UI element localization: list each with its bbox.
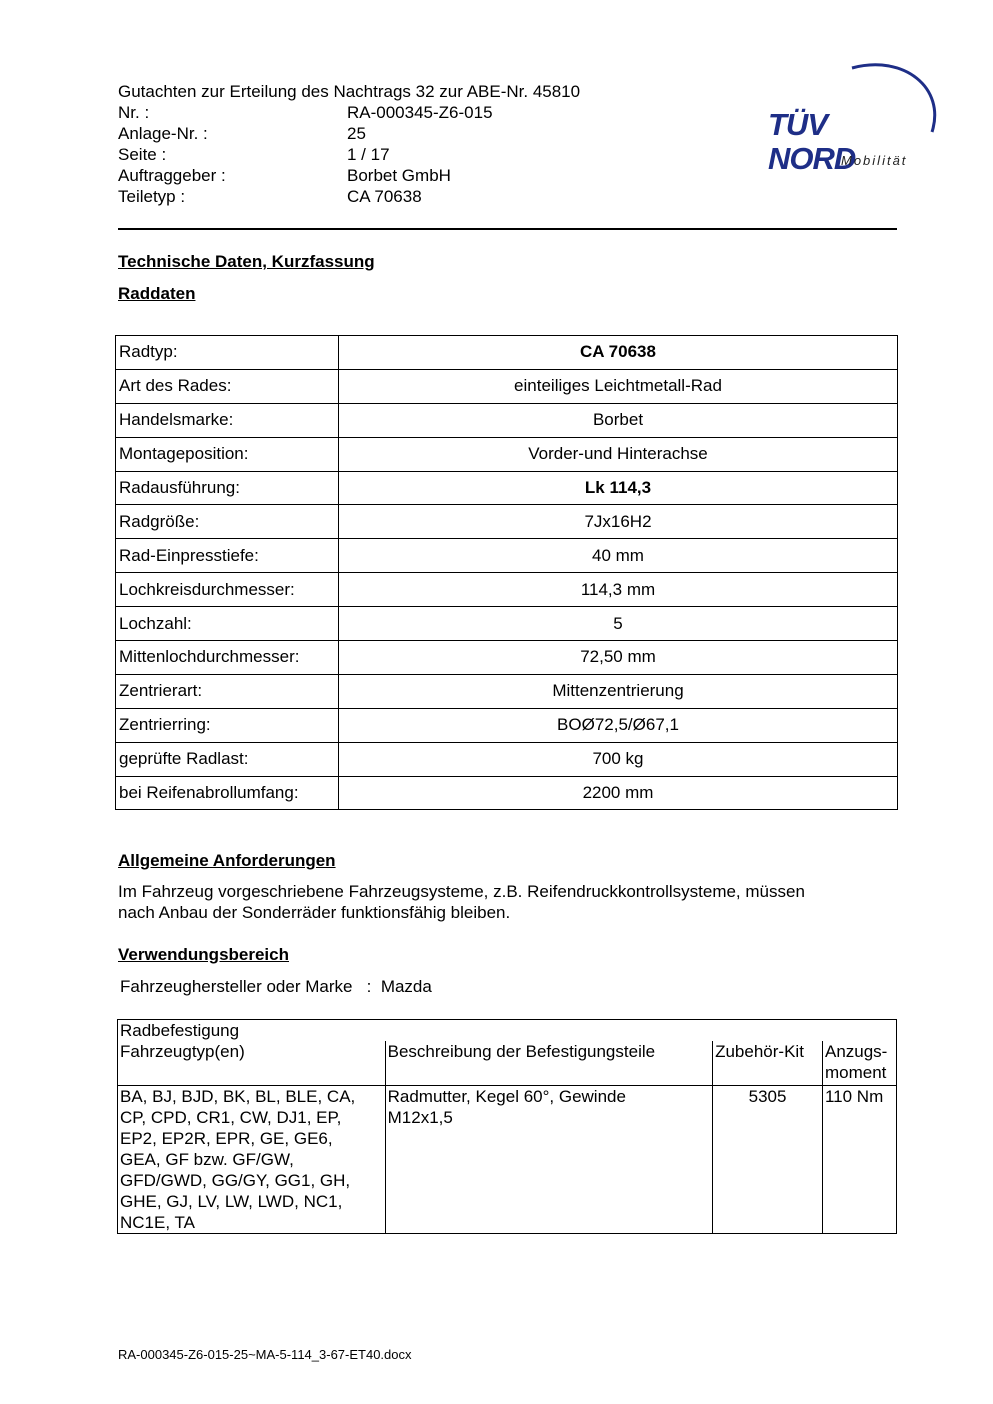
table-row	[116, 336, 898, 370]
header-label: Nr. :	[118, 103, 150, 122]
section-technical-heading: Technische Daten, Kurzfassung	[118, 252, 375, 271]
table-row	[116, 573, 898, 607]
header-label: Seite :	[118, 145, 167, 164]
table-row	[116, 403, 898, 437]
row-label: Radausführung:	[116, 471, 339, 505]
section-wheel-heading: Raddaten	[118, 284, 196, 303]
general-requirements-text	[118, 881, 898, 923]
maker-separator: :	[366, 977, 372, 996]
table-row	[116, 674, 898, 708]
header-row-auftraggeber	[118, 165, 638, 186]
row-label: Zentrierring:	[116, 708, 339, 742]
general-text-line: Im Fahrzeug vorgeschriebene Fahrzeugsysteme, z.B. Reifendruckkontrollsysteme, müssen	[118, 882, 805, 901]
row-label: Lochkreisdurchmesser:	[116, 573, 339, 607]
row-label: geprüfte Radlast:	[116, 742, 339, 776]
table-row	[116, 742, 898, 776]
header-value: Borbet GmbH	[347, 166, 451, 185]
description-line: M12x1,5	[387, 1108, 453, 1127]
row-label: Radgröße:	[116, 505, 339, 539]
header-torque-line: moment	[824, 1063, 887, 1082]
row-value: CA 70638	[339, 336, 898, 370]
description-line: Radmutter, Kegel 60°, Gewinde	[387, 1087, 626, 1106]
wheel-mounting-table	[117, 1019, 897, 1234]
row-value: 7Jx16H2	[339, 505, 898, 539]
row-label: Zentrierart:	[116, 674, 339, 708]
header-torque-line: Anzugs-	[824, 1042, 888, 1061]
header-label: Anlage-Nr. :	[118, 124, 208, 143]
maker-label: Fahrzeughersteller oder Marke	[120, 977, 353, 996]
row-value: 2200 mm	[339, 776, 898, 810]
table-row	[116, 641, 898, 675]
header-vehicle-types: Fahrzeugtyp(en)	[118, 1041, 386, 1086]
row-value: Vorder-und Hinterachse	[339, 437, 898, 471]
header-row-anlage	[118, 123, 638, 144]
row-value: Borbet	[339, 403, 898, 437]
row-value: Lk 114,3	[339, 471, 898, 505]
row-value: einteiliges Leichtmetall-Rad	[339, 369, 898, 403]
header-value: 1 / 17	[347, 145, 390, 164]
vehicle-maker-line	[120, 977, 432, 997]
header-divider	[118, 228, 897, 230]
header-label: Teiletyp :	[118, 187, 186, 206]
general-text-line: nach Anbau der Sonderräder funktionsfähig bleiben.	[118, 903, 511, 922]
vehicle-types-line: NC1E, TA	[120, 1213, 195, 1232]
maker-value: Mazda	[380, 977, 432, 996]
table-row	[116, 369, 898, 403]
vehicle-types-line: CP, CPD, CR1, CW, DJ1, EP,	[120, 1108, 342, 1127]
section-usage-heading: Verwendungsbereich	[118, 945, 289, 964]
row-value: BOØ72,5/Ø67,1	[339, 708, 898, 742]
header-value: CA 70638	[347, 187, 422, 206]
table-row	[116, 708, 898, 742]
cell-torque: 110 Nm	[822, 1086, 896, 1234]
row-value: 5	[339, 607, 898, 641]
header-value: RA-000345-Z6-015	[347, 103, 493, 122]
header-value: 25	[347, 124, 366, 143]
header-row-seite	[118, 144, 638, 165]
cell-description	[385, 1086, 712, 1234]
vehicle-types-line: GFD/GWD, GG/GY, GG1, GH,	[120, 1171, 351, 1190]
report-title: Gutachten zur Erteilung des Nachtrags 32 zur ABE-Nr. 45810	[118, 82, 581, 101]
header-torque	[822, 1041, 896, 1086]
logo-brand: TÜV NORD	[768, 107, 856, 176]
vehicle-types-line: BA, BJ, BJD, BK, BL, BLE, CA,	[120, 1087, 356, 1106]
table-row	[116, 505, 898, 539]
tuev-nord-logo	[764, 58, 944, 176]
logo-subtitle: Mobilität	[841, 153, 908, 168]
row-label: bei Reifenabrollumfang:	[116, 776, 339, 810]
cell-kit: 5305	[713, 1086, 823, 1234]
row-label: Mittenlochdurchmesser:	[116, 641, 339, 675]
cell-vehicle-types	[118, 1086, 386, 1234]
table-row	[118, 1086, 897, 1234]
row-label: Montageposition:	[116, 437, 339, 471]
mounting-caption: Radbefestigung	[118, 1020, 897, 1042]
row-value: 114,3 mm	[339, 573, 898, 607]
vehicle-types-line: EP2, EP2R, EPR, GE, GE6,	[120, 1129, 333, 1148]
header-row-nr	[118, 102, 638, 123]
vehicle-types-line: GHE, GJ, LV, LW, LWD, NC1,	[120, 1192, 343, 1211]
table-row	[116, 776, 898, 810]
row-label: Handelsmarke:	[116, 403, 339, 437]
header-description: Beschreibung der Befestigungsteile	[385, 1041, 712, 1086]
header-label: Auftraggeber :	[118, 166, 226, 185]
row-value: 40 mm	[339, 539, 898, 573]
footer-filename: RA-000345-Z6-015-25~MA-5-114_3-67-ET40.docx	[118, 1347, 412, 1362]
row-label: Lochzahl:	[116, 607, 339, 641]
table-header-row	[118, 1041, 897, 1086]
row-label: Radtyp:	[116, 336, 339, 370]
wheel-data-table	[115, 335, 898, 810]
table-row	[116, 437, 898, 471]
table-row	[116, 539, 898, 573]
row-value: 72,50 mm	[339, 641, 898, 675]
vehicle-types-line: GEA, GF bzw. GF/GW,	[120, 1150, 294, 1169]
table-row	[116, 471, 898, 505]
row-label: Art des Rades:	[116, 369, 339, 403]
row-value: 700 kg	[339, 742, 898, 776]
table-row	[118, 1020, 897, 1042]
row-value: Mittenzentrierung	[339, 674, 898, 708]
header-kit: Zubehör-Kit	[713, 1041, 823, 1086]
header-row-teiletyp	[118, 186, 638, 207]
table-row	[116, 607, 898, 641]
document-header	[118, 81, 638, 207]
section-general-heading: Allgemeine Anforderungen	[118, 851, 336, 870]
row-label: Rad-Einpresstiefe:	[116, 539, 339, 573]
